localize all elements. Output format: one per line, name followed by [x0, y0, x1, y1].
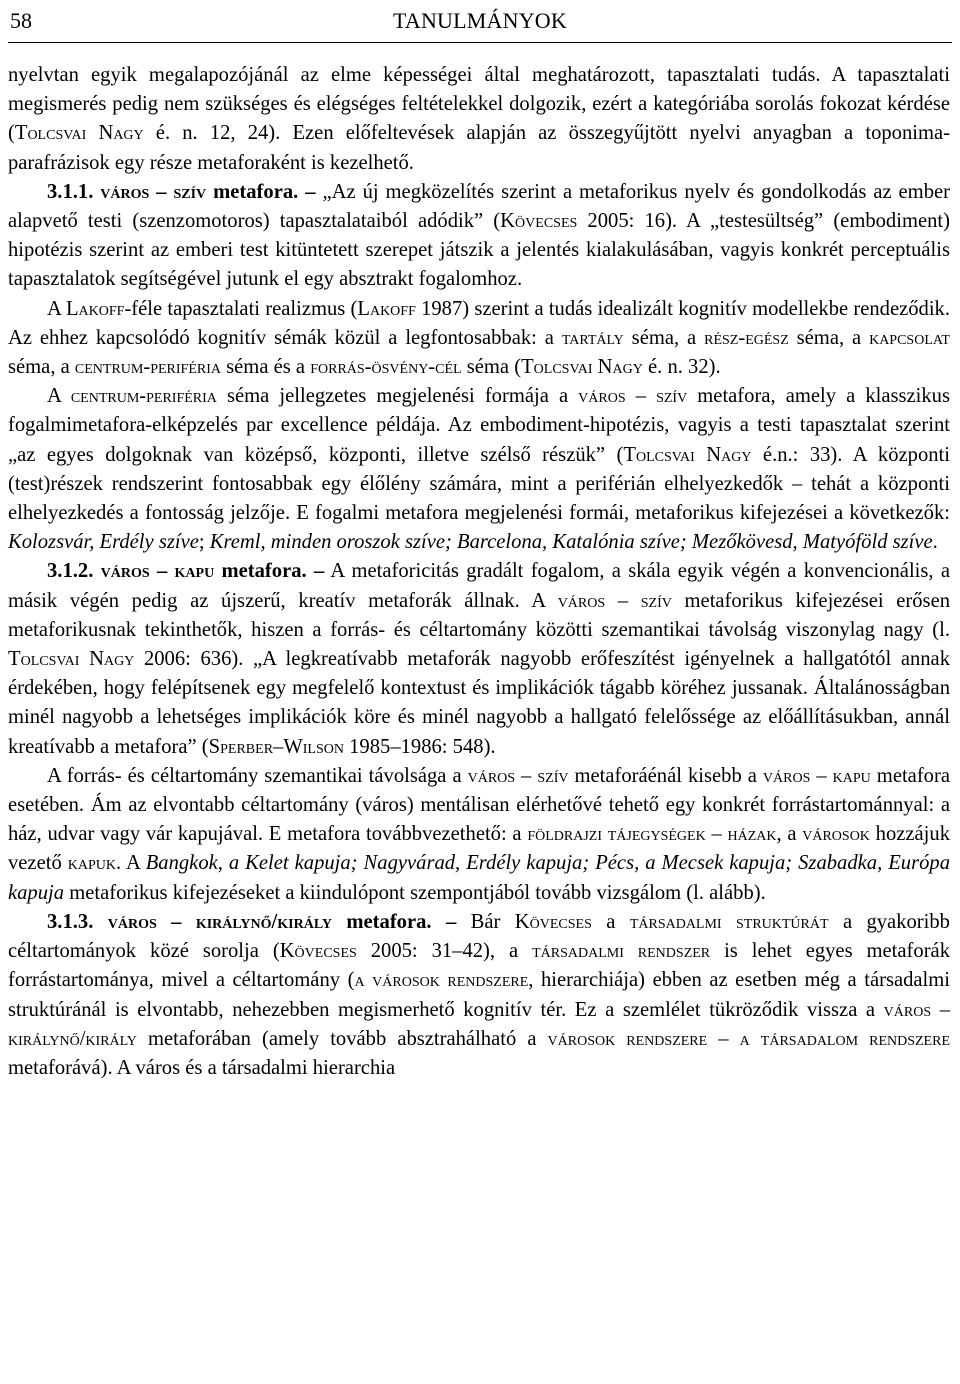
page-header: [8, 4, 952, 34]
section-3-1-2: 3.1.2. város – kapu metafora. – A metaforicitás gradált fogalom, a skála egyik végén a konvencionális, a másik végén pedig az újszerű, kreatív metaforák állnak. A város – szív metaforikus kifejezései erősen metaforikusnak tekinthetők, hiszen a forrás- és céltartomány közötti szemantikai távolság viszonylag nagy (l. Tolcsvai Nagy 2006: 636). „A legkreatívabb metaforák nagyobb erőfeszítést igényelnek a hallgatótól annak érdekében, hogy felépítsenek egy megfelelő kontextust és implikációk tágabb köréhez jussanak. Általánosságban minél nagyobb a lehetséges implikációk köre és minél nagyobb a hallgató felelőssége az előállításukban, annál kreatívabb a metafora” (Sperber–Wilson 1985–1986: 548).: [8, 560, 951, 758]
section-3-1-3: 3.1.3. város – királynő/király metafora. – Bár Kövecses a társadalmi struktúrát a gyakoribb céltartományok közé sorolja (Kövecses 2005: 31–42), a társadalmi rendszer is lehet egyes metaforák forrástartománya, mivel a céltartomány (a városok rendszere, hierarchiája) ebben az esetben még a társadalmi struktúránál is elvontabb, nehezebben megismerhető kognitív tér. Ez a szemlélet tükröződik vissza a város – királynő/király metaforában (amely tovább absztrahálható a városok rendszere – a társadalom rendszere metaforává). A város és a társadalmi hierarchia: [8, 910, 950, 1079]
running-title: TANULMÁNYOK: [393, 8, 567, 33]
section-3-1-1: 3.1.1. város – szív metafora. – „Az új megközelítés szerint a metaforikus nyelv és gondolkodás az ember alapvető testi (szenzomotoros) tapasztalataiból adódik” (Kövecses 2005: 16). A „testesültség” (embodiment) hipotézis szerint az emberi test kitüntetett szerepet játszik a jelentés kialakulásában, vagyis konkrét perceptuális tapasztalatok segítségével jutunk el egy absztrakt fogalomhoz.: [8, 180, 950, 291]
section-heading: 3.1.2. város – kapu metafora. –: [47, 560, 325, 583]
author-citation: Kövecses: [500, 210, 578, 233]
header-rule: [8, 42, 952, 43]
section-heading: 3.1.3. város – királynő/király metafora. –: [47, 910, 457, 933]
article-body: [8, 61, 950, 1083]
paragraph-6: A forrás- és céltartomány szemantikai távolsága a város – szív metaforáénál kisebb a város – kapu metafora esetében. Ám az elvontabb céltartomány (város) mentálisan elérhetővé tehető egy konkrét forrástartománnyal: a ház, udvar vagy vár kapujával. E metafora továbbvezethető: a földrajzi tájegységek – házak, a városok hozzájuk vezető kapuk. A Bangkok, a Kelet kapuja; Nagyvárad, Erdély kapuja; Pécs, a Mecsek kapuja; Szabadka, Európa kapuja metaforikus kifejezéseket a kiindulópont szempontjából tovább vizsgálom (l. alább).: [8, 764, 950, 904]
paragraph-3: A Lakoff-féle tapasztalati realizmus (Lakoff 1987) szerint a tudás idealizált kognitív modellekbe rendeződik. Az ehhez kapcsolódó kognitív sémák közül a legfontosabbak: a tartály séma, a rész-egész séma, a kapcsolat séma, a centrum-periféria séma és a forrás-ösvény-cél séma (Tolcsvai Nagy é. n. 32).: [8, 297, 950, 379]
paragraph-1: nyelvtan egyik megalapozójánál az elme képességei által meghatározott, tapasztalati tudás. A tapasztalati megismerés pedig nem szükséges és elégséges feltételekkel dolgozik, ezért a kategóriába sorolás fokozat kérdése (Tolcsvai Nagy é. n. 12, 24). Ezen előfeltevések alapján az összegyűjtött nyelvi anyagban a toponima-parafrázisok egy része metaforaként is kezelhető.: [8, 64, 950, 174]
author-citation: Tolcsvai Nagy: [14, 122, 144, 145]
paragraph-4: A centrum-periféria séma jellegzetes megjelenési formája a város – szív metafora, amely a klasszikus fogalmimetafora-elképzelés par excellence példája. Az embodiment-hipotézis, vagyis a testi tapasztalat szerint „az egyes dolgoknak van középső, központi, illetve szélső részük” (Tolcsvai Nagy é.n.: 33). A központi (test)részek rendszerint fontosabbak egy élőlény számára, mint a periférián elhelyezkedők – tehát a központi elhelyezkedés a fontosság jelzője. E fogalmi metafora megjelenési formái, metaforikus kifejezései a következők: Kolozsvár, Erdély szíve; Kreml, minden oroszok szíve; Barcelona, Katalónia szíve; Mezőkövesd, Matyóföld szíve.: [8, 385, 950, 554]
section-heading: 3.1.1. város – szív metafora. –: [47, 180, 316, 203]
page-number: 58: [10, 8, 32, 33]
